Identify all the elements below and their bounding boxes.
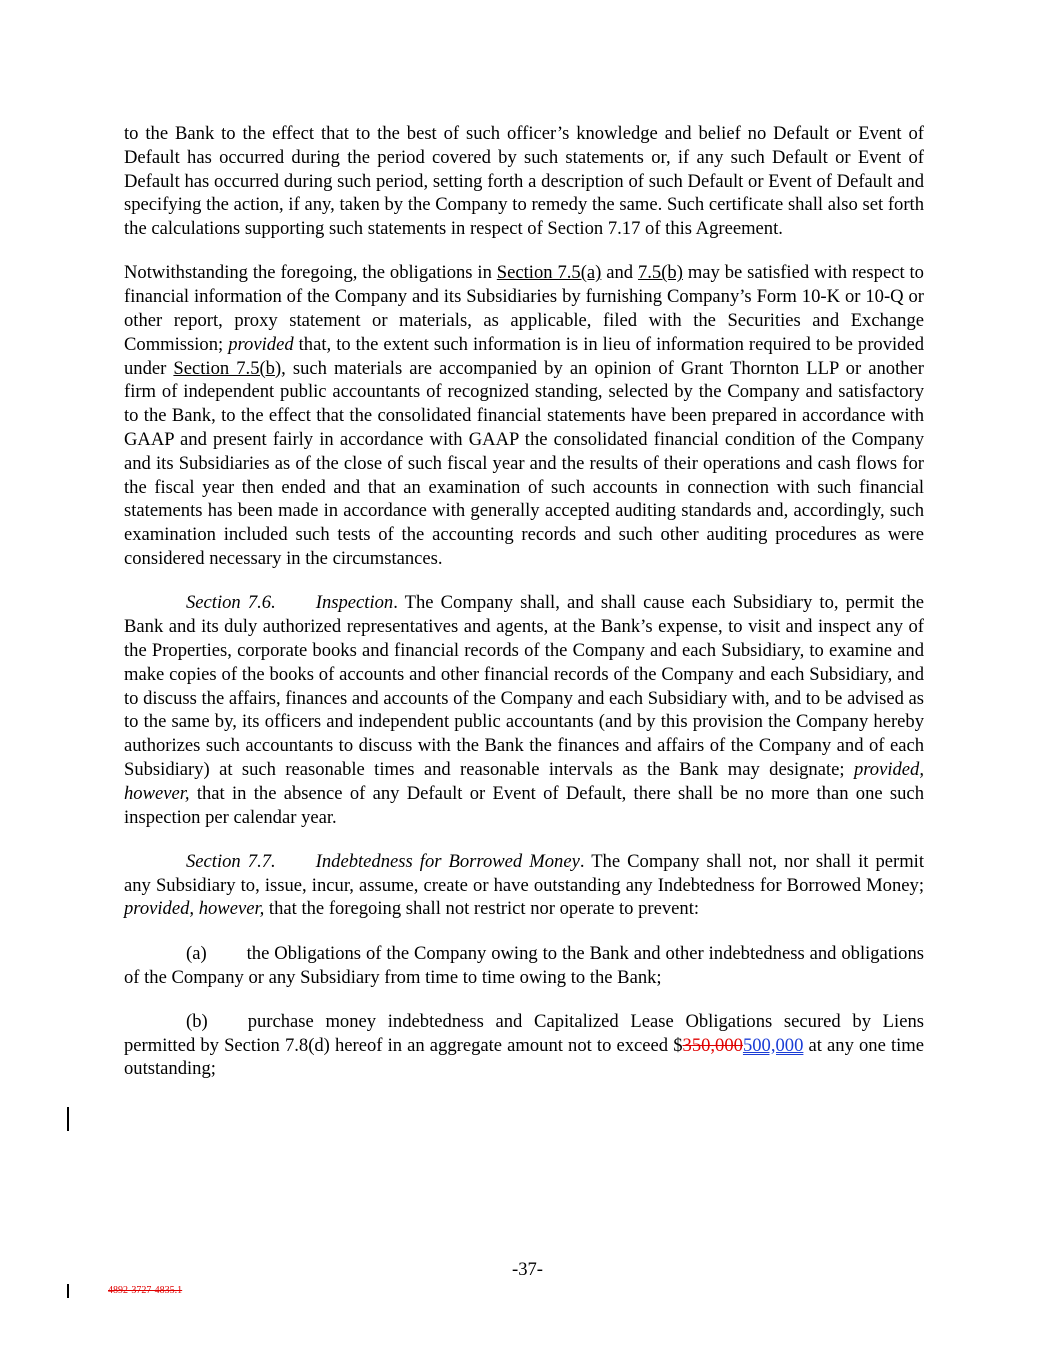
section-ref-7-5b: 7.5(b) — [637, 262, 683, 284]
text: Notwithstanding the foregoing, the obligations in — [124, 262, 497, 284]
text: purchase money indebtedness and Capitalized Lease Obligations secured by Liens permitted by Section 7.8(d) hereof in an aggregate amount not to exceed $ — [124, 1010, 924, 1056]
text: that the foregoing shall not restrict nor operate to prevent: — [264, 898, 700, 920]
section-title: Inspection — [315, 592, 394, 614]
paragraph-certificate: to the Bank to the effect that to the best of such officer’s knowledge and belief no Default or Event of Default has occurred during the period covered by such statements or, if any such Default or Event of Default has occurred during such period, setting forth a description of such Default or Event of Default and specifying the action, if any, taken by the Company to remedy the same. Such certificate shall also set forth the calculations supporting such statements in respect of Section 7.17 of this Agreement. — [124, 123, 924, 240]
inserted-amount: 500,000 — [742, 1034, 804, 1056]
deleted-amount: 350,000 — [682, 1034, 743, 1056]
clause-a — [124, 942, 924, 990]
clause-label: (b) — [186, 1010, 208, 1032]
page-number: -37- — [512, 1259, 543, 1280]
clause-b — [124, 1010, 924, 1081]
section-7-6 — [124, 591, 924, 829]
text: , such materials are accompanied by an opinion of Grant Thornton LLP or another firm of independent public accountants of recognized standing, selected by the Company and satisfactory to the Bank, to the effect that the consolidated financial statements have been prepared in accordance with GAAP and present fairly in accordance with GAAP the consolidated financial condition of the Company and its Subsidiaries as of the close of such fiscal year and the results of their operations and cash flows for the fiscal year then ended and that an examination of such accounts in connection with such financial statements has been made in accordance with generally accepted auditing standards and, accordingly, such examination included such tests of the accounting records and such other auditing procedures as were considered necessary in the circumstances. — [124, 357, 924, 570]
document-body — [124, 122, 924, 1102]
text: . The Company shall, and shall cause each Subsidiary to, permit the Bank and its duly authorized representatives and agents, at the Bank’s expense, to visit and inspect any of the Properties, corporate books and financial records of the Company and each Subsidiary, to examine and make copies of the books of accounts and other financial records of the Company and each Subsidiary, and to discuss the affairs, finances and accounts of the Company and each Subsidiary with, and to be advised as to the same by, its officers and independent public accountants (and by this provision the Company hereby authorizes such accountants to discuss with the Bank the finances and affairs of the Company and of each Subsidiary) at such reasonable times and reasonable intervals as the Bank may designate; — [124, 592, 925, 780]
text: that, to the extent such information is in lieu of information required to be provided under — [124, 333, 924, 379]
change-bar — [67, 1107, 69, 1131]
section-ref-7-5b: Section 7.5(b) — [173, 357, 282, 379]
italic-provided: provided, however, — [124, 898, 265, 920]
document-id: 4892-3727-4835.1 — [108, 1285, 183, 1296]
paragraph-notwithstanding — [124, 261, 924, 570]
text: may be satisfied with respect to financial information of the Company and its Subsidiaries by furnishing Company’s Form 10-K or 10-Q or other report, proxy statement or materials, as applicable, filed with the Securities and Exchange Commission; — [124, 262, 924, 355]
text: that in the absence of any Default or Event of Default, there shall be no more than one such inspection per calendar year. — [124, 782, 924, 828]
section-ref-7-5a: Section 7.5(a) — [496, 262, 602, 284]
text: . The Company shall not, nor shall it permit any Subsidiary to, issue, incur, assume, create or have outstanding any Indebtedness for Borrowed Money; — [124, 850, 924, 896]
text: and — [601, 262, 638, 284]
text: at any one time outstanding; — [124, 1034, 924, 1080]
section-number: Section 7.7. — [186, 850, 276, 872]
italic-provided: provided, however, — [124, 758, 924, 804]
text: the Obligations of the Company owing to the Bank and other indebtedness and obligations of the Company or any Subsidiary from time to time owing to the Bank; — [124, 942, 924, 988]
clause-label: (a) — [186, 942, 207, 964]
section-number: Section 7.6. — [186, 592, 276, 614]
change-bar — [67, 1284, 69, 1298]
section-7-7 — [124, 850, 924, 921]
section-title: Indebtedness for Borrowed Money — [315, 850, 580, 872]
italic-provided: provided — [228, 333, 294, 355]
